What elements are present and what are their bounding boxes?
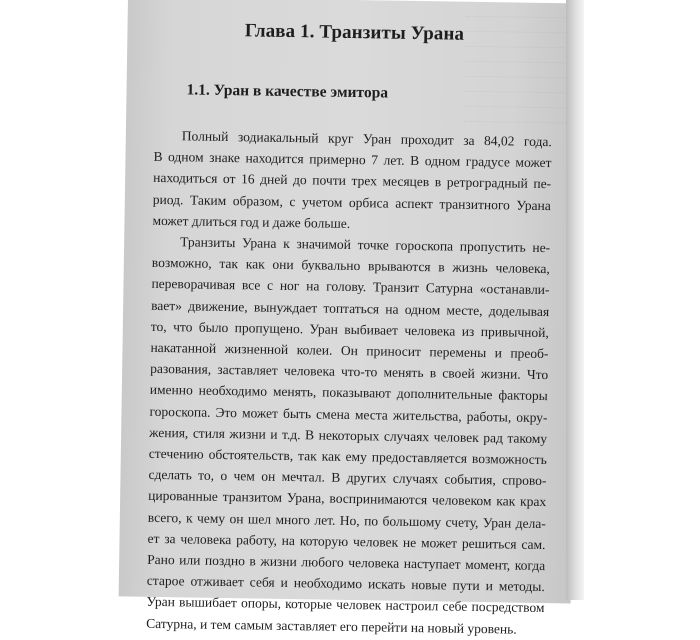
- text-line: жения, стиля жизни и т.д. В некоторых случаях человек рад такому: [149, 424, 548, 446]
- text-line: ет за человека работу, на которую человек не может решиться сам.: [147, 530, 546, 552]
- text-line: стечению обстоятельств, так как ему предоставляется возможность: [148, 445, 547, 468]
- text-line: то, что было пропущено. Уран выбивает человека из привычной,: [150, 318, 549, 340]
- text-line: возможно, так как они буквально врываются в жизнь человека,: [151, 255, 550, 277]
- text-line: риод. Таким образом, с учетом орбиса аспект транзитного Урана: [152, 191, 551, 213]
- text-line: гороскопа. Это может быть смена места жительства, работы, окру-: [149, 403, 548, 425]
- text-line: вает» движение, вынуждает топтаться на одном месте, доделывая: [151, 297, 550, 319]
- text-line: Сатурна, и тем самым заставляет его перейти на новый уровень.: [146, 615, 517, 637]
- text-line: цированные транзитом Урана, воспринимаются человеком как крах: [148, 488, 547, 510]
- text-line: может длиться год и даже больше.: [152, 212, 351, 231]
- text-line: Транзиты Урана к значимой точке гороскопа пропустить не-: [180, 234, 551, 256]
- text-line: сделать то, о чем он мечтал. В других случаях события, спрово-: [148, 467, 547, 489]
- paragraph: [146, 231, 550, 640]
- text-line: Уран вышибает опоры, которые человек настроил себе посредством: [146, 594, 545, 616]
- page-edge: [566, 0, 584, 600]
- text-line: В одном знаке находится примерно 7 лет. В одном градусе может: [153, 149, 552, 171]
- section-title: 1.1. Уран в качестве эмитора: [186, 81, 389, 102]
- text-line: находиться от 16 дней до почти трех месяцев в ретроградный пе-: [153, 170, 552, 192]
- text-line: переворачивая все с ног на голову. Транзит Сатурна «останавли-: [151, 276, 550, 298]
- text-line: Полный зодиакальный круг Уран проходит за 84,02 года.: [181, 128, 552, 150]
- paragraph: [152, 125, 552, 237]
- chapter-title: Глава 1. Транзиты Урана: [244, 20, 465, 45]
- text-line: всего, к чему он шел много лет. Но, по большому счету, Уран дела-: [147, 509, 546, 531]
- text-line: накатанной жизненной колеи. Он приносит перемены и преоб-: [150, 339, 549, 362]
- text-line: Рано или поздно в жизни любого человека наступает момент, когда: [147, 551, 546, 574]
- page-content: [146, 19, 554, 640]
- text-line: именно необходимо менять, показывают дополнительные факторы: [149, 382, 548, 404]
- body-text: [146, 125, 552, 640]
- text-line: старое отживает себя и необходимо искать новые пути и методы.: [146, 573, 545, 595]
- text-line: разования, заставляет человека что-то менять в своей жизни. Что: [150, 361, 549, 383]
- book-page: [119, 0, 580, 637]
